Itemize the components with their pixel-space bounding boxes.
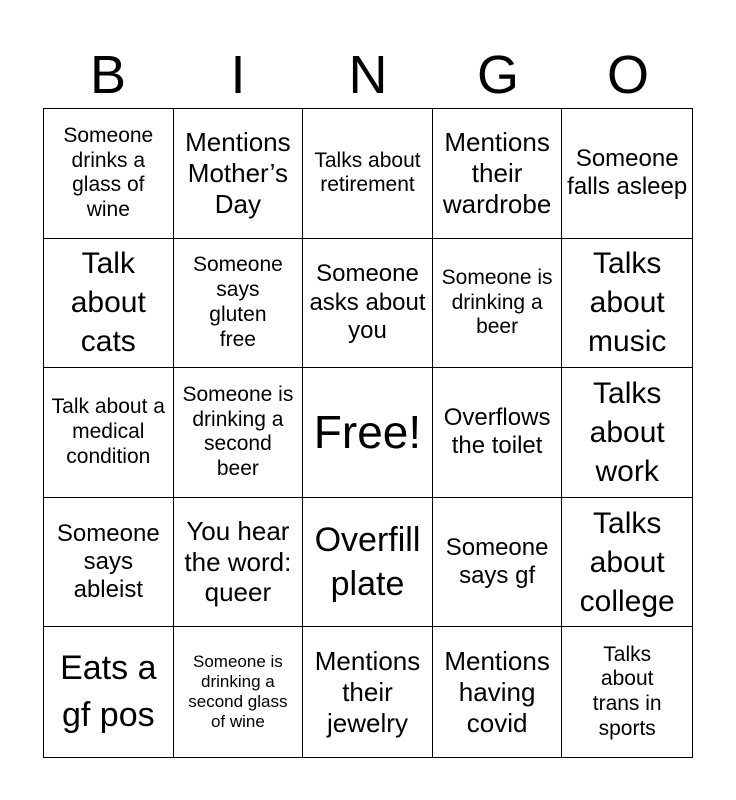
bingo-cell-r5c1[interactable]	[44, 627, 174, 757]
bingo-cell-r2c3[interactable]	[303, 239, 433, 369]
bingo-cell-r5c4[interactable]	[433, 627, 563, 757]
bingo-cell-r2c5[interactable]	[562, 239, 692, 369]
bingo-cell-r3c2[interactable]	[174, 368, 304, 498]
bingo-cell-r3c5[interactable]	[562, 368, 692, 498]
bingo-cell-text: Mentions having covid	[444, 646, 550, 738]
bingo-cell-r2c4[interactable]	[433, 239, 563, 369]
header-letter-i: I	[230, 45, 246, 105]
bingo-cell-r3c3[interactable]	[303, 368, 433, 498]
bingo-cell-r4c3[interactable]	[303, 498, 433, 628]
bingo-cell-r4c1[interactable]	[44, 498, 174, 628]
bingo-cell-text: Someone asks about you	[309, 260, 426, 345]
bingo-cell-text: Talks about retirement	[314, 148, 421, 197]
bingo-cell-text: Overflows the toilet	[443, 404, 551, 460]
header-letter-b: B	[89, 45, 127, 105]
bingo-cell-r3c4[interactable]	[433, 368, 563, 498]
bingo-cell-text: Someone says gf	[445, 533, 549, 590]
bingo-cell-text: Mentions Mother’s Day	[185, 127, 291, 219]
bingo-cell-r2c2[interactable]	[174, 239, 304, 369]
bingo-cell-text: Talk about cats	[70, 247, 146, 359]
header-letter-n: N	[348, 45, 388, 105]
bingo-header	[43, 42, 693, 108]
bingo-cell-r1c5[interactable]	[562, 109, 692, 239]
bingo-cell-r5c5[interactable]	[562, 627, 692, 757]
bingo-cell-text: Mentions their wardrobe	[442, 127, 552, 219]
bingo-cell-r1c2[interactable]	[174, 109, 304, 239]
bingo-cell-text: Someone says gluten free	[192, 253, 283, 351]
bingo-cell-r5c2[interactable]	[174, 627, 304, 757]
bingo-cell-r5c3[interactable]	[303, 627, 433, 757]
bingo-cell-text: Someone falls asleep	[567, 144, 688, 201]
bingo-cell-text: Eats a gf pos	[60, 648, 157, 735]
free-space: Free!	[313, 406, 422, 459]
bingo-cell-text: Someone is drinking a second beer	[182, 382, 294, 481]
bingo-cell-r3c1[interactable]	[44, 368, 174, 498]
bingo-cell-r4c2[interactable]	[174, 498, 304, 628]
bingo-cell-text: Talks about work	[589, 376, 665, 488]
bingo-cell-r2c1[interactable]	[44, 239, 174, 369]
bingo-board	[43, 108, 693, 758]
bingo-cell-r1c1[interactable]	[44, 109, 174, 239]
bingo-cell-r4c5[interactable]	[562, 498, 692, 628]
header-letter-g: G	[476, 45, 519, 105]
bingo-cell-text: Talks about music	[588, 247, 667, 359]
header-letter-o: O	[606, 45, 649, 105]
bingo-cell-r1c3[interactable]	[303, 109, 433, 239]
bingo-cell-text: Talks about trans in sports	[592, 642, 662, 740]
bingo-cell-r4c4[interactable]	[433, 498, 563, 628]
bingo-cell-text: Someone says ableist	[56, 519, 160, 604]
bingo-cell-text: Someone is drinking a beer	[441, 265, 553, 339]
bingo-cell-text: Talks about college	[579, 506, 675, 618]
bingo-cell-text: Someone drinks a glass of wine	[63, 123, 154, 222]
bingo-cell-text: Mentions their jewelry	[314, 646, 421, 738]
bingo-cell-r1c4[interactable]	[433, 109, 563, 239]
bingo-cell-text: Talk about a medical condition	[51, 395, 165, 468]
bingo-cell-text: Someone is drinking a second glass of wine	[188, 652, 288, 732]
bingo-cell-text: You hear the word: queer	[184, 516, 292, 608]
bingo-cell-text: Overfill plate	[314, 520, 421, 604]
